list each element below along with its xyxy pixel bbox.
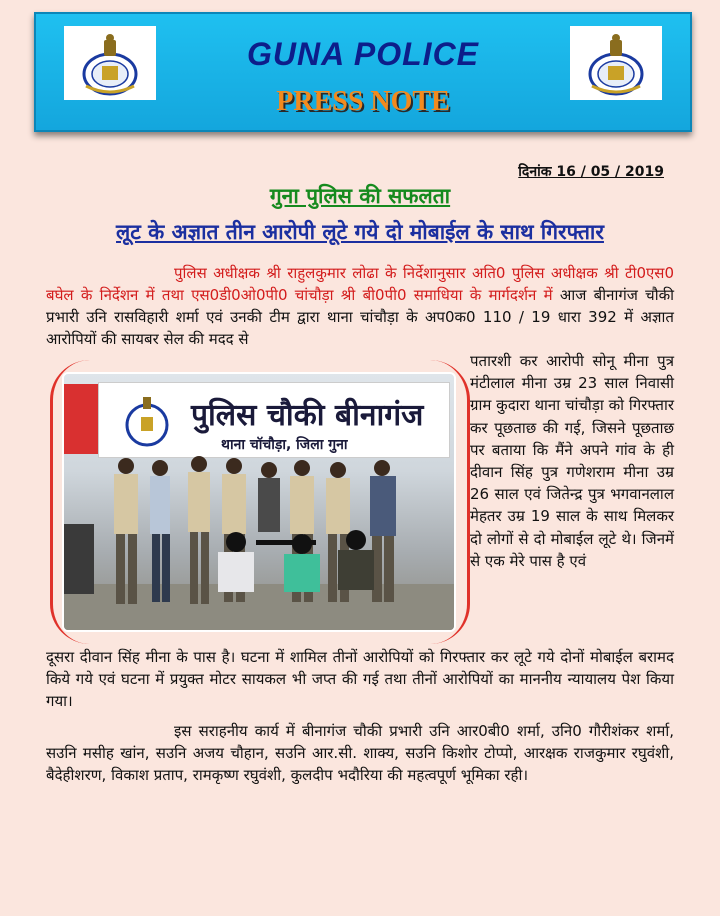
paragraph-intro-red: पुलिस अधीक्षक श्री राहुलकुमार लोढा के निर्देशानुसार अति0 पुलिस अधीक्षक श्री टी0एस0 बघेल के निर्देशन में तथा एस0डी0ओ0पी0 चांचौड़ा श्री बी0पी0 समाधिया के मार्गदर्शन में [46, 264, 674, 304]
header-subtitle: PRESS NOTE [276, 86, 450, 117]
paragraph-credits-text: इस सराहनीय कार्य में बीनागंज चौकी प्रभारी उनि आर0बी0 शर्मा, उनि0 गौरीशंकर शर्मा, सउनि मसीह खांन, सउनि अजय चौहान, सउनि आर.सी. शाक्य, सउनि किशोर टोप्पो, आरक्षक राजकुमार रघुवंशी, बैदेहीशरण, विकाश प्रताप, रामकृष्ण रघुवंशी, कुलदीप भदौरिया की महत्वपूर्ण भूमिका रही। [46, 722, 674, 784]
group-of-people-illustration [64, 374, 456, 632]
header-title: GUNA POLICE [246, 36, 480, 72]
paragraph-credits [46, 720, 674, 786]
press-header [34, 12, 692, 132]
police-emblem-right-icon [570, 26, 662, 100]
paragraph-continued: दूसरा दीवान सिंह मीना के पास है। घटना में शामिल तीनों आरोपियों को गिरफ्तार कर लूटे गये दोनों मोबाईल बरामद किये गये एवं घटना में प्रयुक्त मोटर सायकल भी जप्त की गई तथा तीनों आरोपियों का माननीय न्यायालय पेश किया गया। [46, 648, 674, 710]
headline-arrest: लूट के अज्ञात तीन आरोपी लूटे गये दो मोबाईल के साथ गिरफ्तार [116, 220, 604, 244]
paragraph-side-text: पतारशी कर आरोपी सोनू मीना पुत्र मंटीलाल मीना उम्र 23 साल निवासी ग्राम कुदारा थाना चांचौड़ा को गिरफ्तार कर पूछताछ की गई, जिसने पूछताछ पर बताया कि मैंने अपने गांव के ही दीवान सिंह पुत्र गणेशराम मीना उम्र 26 साल एवं जितेन्द्र पुत्र भगवानलाल मेहतर उम्र 19 साल के साथ मिलकर दो लोगों से दो मोबाईल लूटे थे। जिनमें से एक मेरे पास है एवं [470, 352, 674, 570]
arrest-photo [62, 372, 456, 632]
headline-success: गुना पुलिस की सफलता [269, 184, 451, 208]
paragraph-intro-black: आज बीनागंज चौकी प्रभारी उनि रासविहारी शर्मा एवं उनकी टीम द्वारा थाना चांचौड़ा के अप0क0 110 / 19 धारा 392 में अज्ञात आरोपियों की सायबर सेल की मदद से [46, 286, 674, 348]
sign-title: पुलिस चौकी बीनागंज [191, 398, 424, 433]
paragraph-intro [46, 262, 674, 350]
press-date: दिनांक 16 / 05 / 2019 [518, 164, 664, 180]
sign-subtitle: थाना चॉचौड़ा, जिला गुना [221, 437, 348, 453]
